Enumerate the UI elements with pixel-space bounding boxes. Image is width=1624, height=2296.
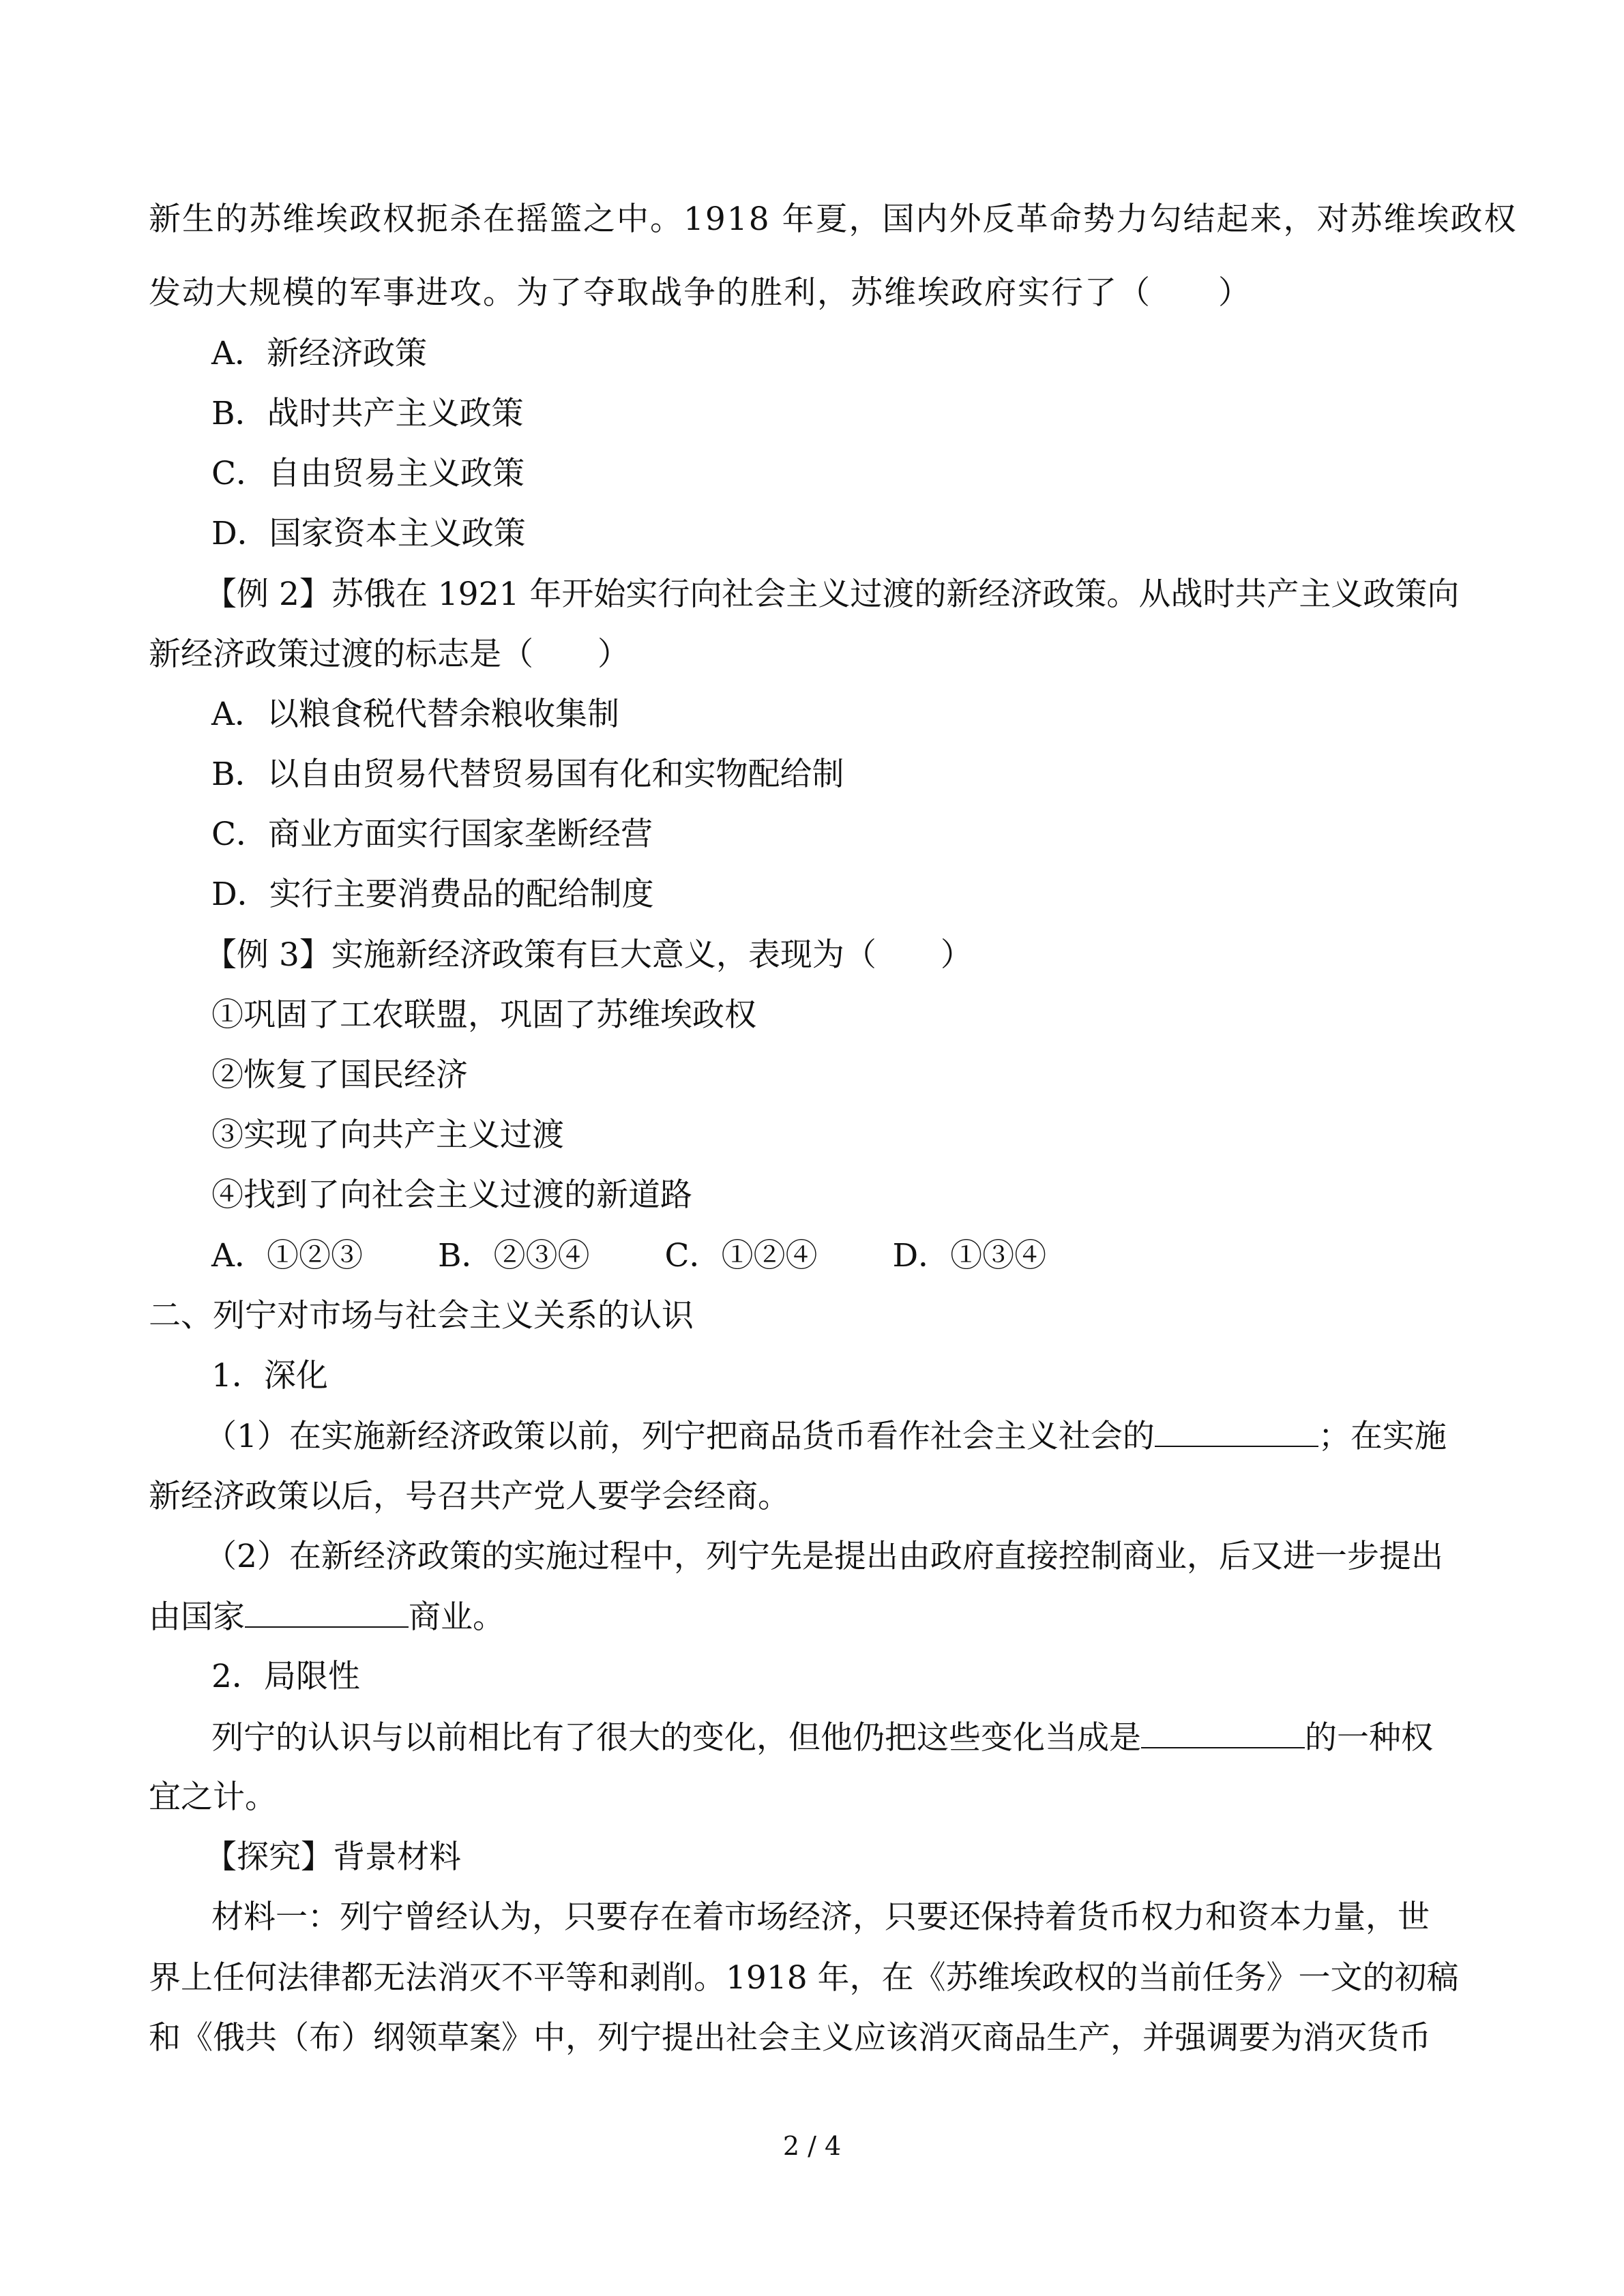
paragraph-line: 宜之计。: [149, 1778, 277, 1816]
paragraph-line: 新经济政策过渡的标志是（ ）: [149, 636, 630, 673]
option-b: B．②③④: [437, 1237, 590, 1274]
explore-heading: 【探究】背景材料: [205, 1838, 461, 1876]
option-a: A．以粮食税代替余粮收集制: [211, 696, 619, 733]
example-3-heading: 【例 3】实施新经济政策有巨大意义，表现为（ ）: [205, 936, 973, 974]
paragraph-line: 新经济政策以后，号召共产党人要学会经商。: [149, 1478, 790, 1515]
option-c: C．自由贸易主义政策: [211, 455, 525, 492]
option-b: B．以自由贸易代替贸易国有化和实物配给制: [211, 756, 844, 793]
answer-options-row: [211, 1236, 1046, 1277]
option-c: C．①②④: [664, 1237, 818, 1274]
answer-blank[interactable]: [1155, 1416, 1318, 1447]
example-2-heading: 【例 2】苏俄在 1921 年开始实行向社会主义过渡的新经济政策。从战时共产主义政策向: [205, 576, 1460, 613]
statement-1: ①巩固了工农联盟，巩固了苏维埃政权: [211, 996, 756, 1034]
fill-in-line: （1）在实施新经济政策以前，列宁把商品货币看作社会主义社会的 ；在实施: [205, 1416, 1447, 1457]
answer-blank[interactable]: [245, 1596, 409, 1628]
option-d: D．实行主要消费品的配给制度: [211, 876, 654, 913]
option-d: D．①③④: [892, 1237, 1047, 1274]
statement-3: ③实现了向共产主义过渡: [211, 1116, 564, 1154]
subheading-deepening: 1．深化: [211, 1357, 328, 1395]
statement-4: ④找到了向社会主义过渡的新道路: [211, 1176, 692, 1214]
paragraph-line: 发动大规模的军事进攻。为了夺取战争的胜利，苏维埃政府实行了（ ）: [149, 274, 1252, 312]
answer-blank[interactable]: [1141, 1717, 1305, 1748]
material-line: 和《俄共（布）纲领草案》中，列宁提出社会主义应该消灭商品生产，并强调要为消灭货币: [149, 2019, 1431, 2057]
material-line: 材料一：列宁曾经认为，只要存在着市场经济，只要还保持着货币权力和资本力量，世: [211, 1898, 1430, 1936]
statement-2: ②恢复了国民经济: [211, 1056, 468, 1094]
paragraph-line: 新生的苏维埃政权扼杀在摇篮之中。1918 年夏，国内外反革命势力勾结起来，对苏维埃政权: [149, 200, 1518, 238]
fill-in-line: 由国家 商业。: [149, 1596, 505, 1638]
option-a: A．新经济政策: [211, 335, 427, 372]
option-c: C．商业方面实行国家垄断经营: [211, 816, 653, 853]
section-heading: 二、列宁对市场与社会主义关系的认识: [149, 1297, 694, 1335]
option-b: B．战时共产主义政策: [211, 395, 524, 432]
paragraph-line: （2）在新经济政策的实施过程中，列宁先是提出由政府直接控制商业，后又进一步提出: [205, 1538, 1443, 1575]
subheading-limitations: 2．局限性: [211, 1658, 360, 1695]
fill-in-line: 列宁的认识与以前相比有了很大的变化，但他仍把这些变化当成是 的一种权: [211, 1717, 1433, 1759]
material-line: 界上任何法律都无法消灭不平等和剥削。1918 年，在《苏维埃政权的当前任务》一文的初稿: [149, 1959, 1459, 1997]
option-d: D．国家资本主义政策: [211, 515, 526, 552]
page-number: 2 / 4: [782, 2131, 842, 2161]
option-a: A．①②③: [211, 1237, 363, 1274]
